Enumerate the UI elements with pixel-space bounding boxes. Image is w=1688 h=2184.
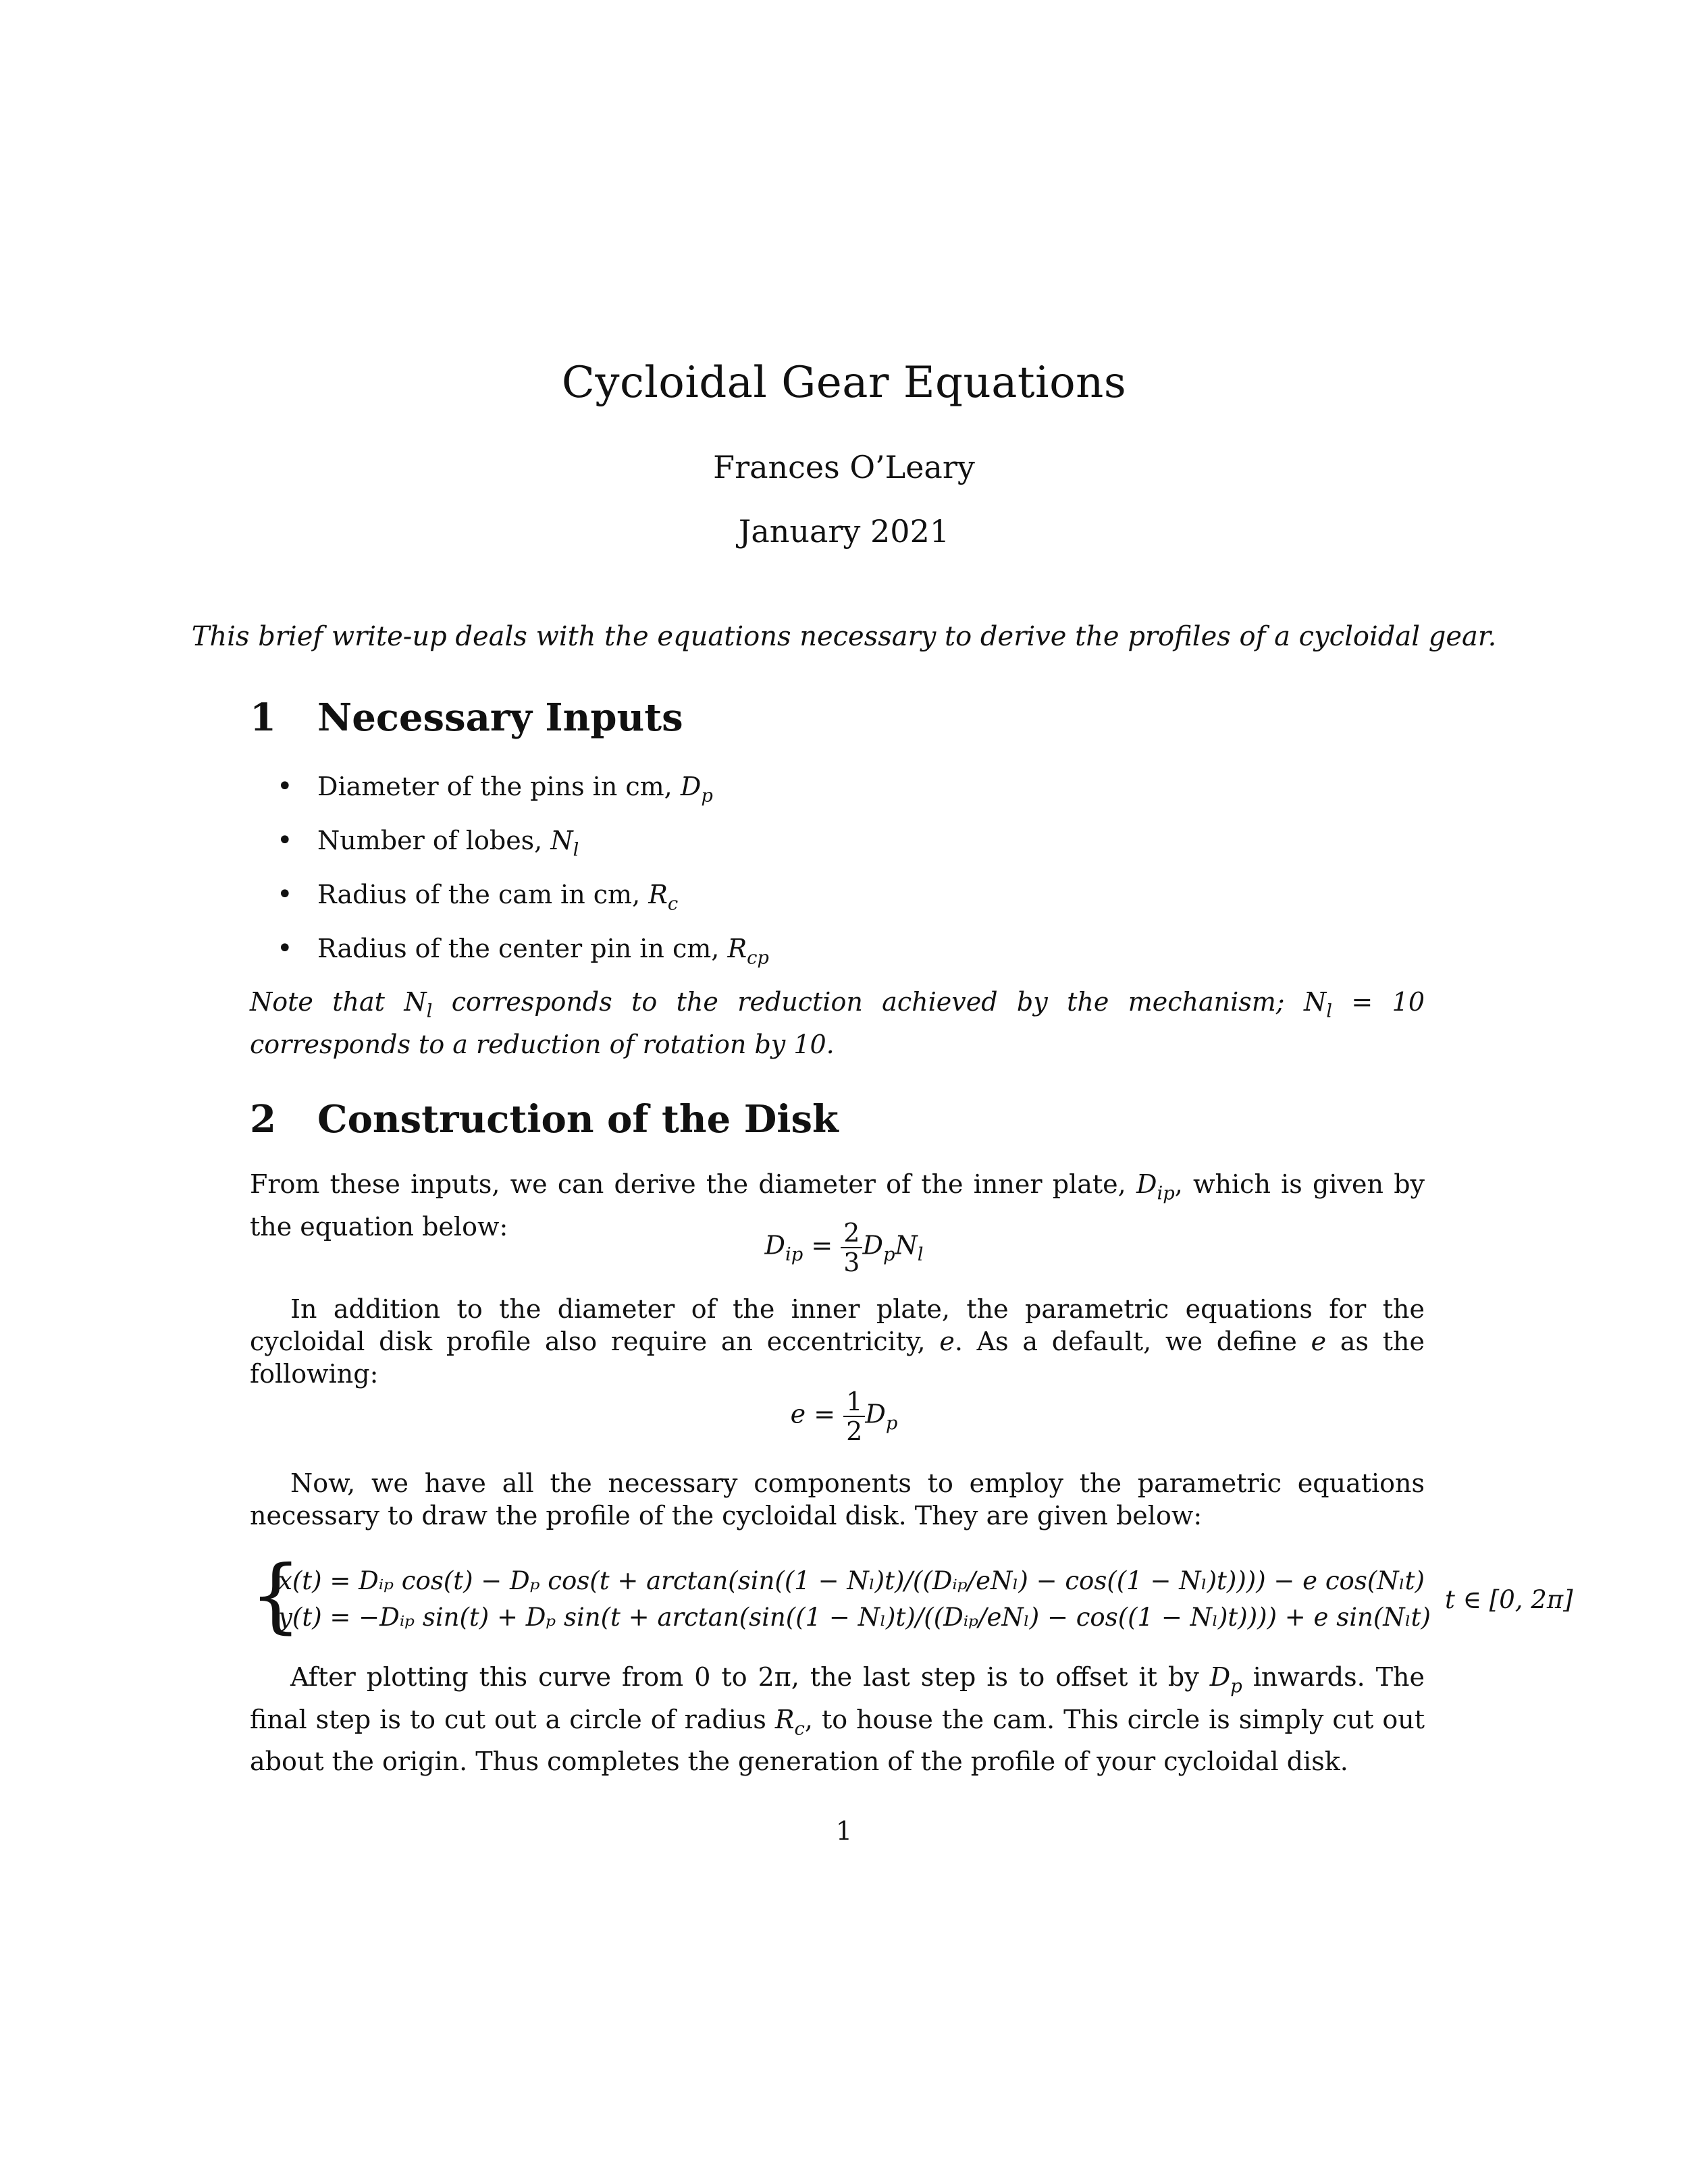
parameter-range: t ∈ [0, 2π]: [1445, 1585, 1573, 1614]
fraction: $\frac{1}{2}$: [843, 1387, 865, 1445]
inputs-list: [277, 770, 1425, 986]
note-paragraph: Note that $N_l$ corresponds to the reduction achieved by the mechanism; $N_l = 10$ corresponds to a reduction of rotation by 10.: [250, 987, 1425, 1059]
list-item: • Diameter of the pins in cm, $D_p$: [277, 770, 1425, 824]
section-number: 1: [250, 695, 276, 740]
list-item: • Radius of the center pin in cm, $R_{cp}$: [277, 932, 1425, 986]
paragraph: After plotting this curve from 0 to 2π, the last step is to offset it by $D_p$ inwards. The final step is to cut out a circle of radius $R_c$, to house the cam. This circle is simply cut out about the origin. Thus completes the generation of the profile of your cycloidal disk.: [250, 1662, 1425, 1777]
equation-x: x(t) = Dᵢₚ cos(t) − Dₚ cos(t + arctan(sin((1 − Nₗ)t)/((Dᵢₚ/eNₗ) − cos((1 − Nₗ)t)))) − e cos(Nₗt): [278, 1566, 1425, 1595]
document-title: Cycloidal Gear Equations: [561, 358, 1127, 408]
page-number: 1: [835, 1816, 853, 1846]
fraction: $\frac{2}{3}$: [841, 1219, 862, 1277]
brace-symbol: {: [250, 1549, 302, 1643]
paragraph: In addition to the diameter of the inner plate, the parametric equations for the cycloidal disk profile also require an eccentricity, e. As a default, we define e as the following:: [250, 1294, 1425, 1389]
section-title: Construction of the Disk: [317, 1097, 839, 1142]
paragraph: Now, we have all the necessary components to employ the parametric equations necessary to draw the profile of the cycloidal disk. They are given below:: [250, 1468, 1425, 1530]
section-heading-1: [250, 695, 683, 740]
document-author: Frances O’Leary: [713, 449, 975, 485]
list-item: • Radius of the cam in cm, $R_c$: [277, 878, 1425, 932]
document-date: January 2021: [738, 513, 950, 550]
list-item: • Number of lobes, $N_l$: [277, 824, 1425, 878]
section-title: Necessary Inputs: [317, 695, 683, 740]
section-number: 2: [250, 1097, 276, 1142]
equation-y: y(t) = −Dᵢₚ sin(t) + Dₚ sin(t + arctan(sin((1 − Nₗ)t)/((Dᵢₚ/eNₗ) − cos((1 − Nₗ)t)))) + e sin(Nₗt): [278, 1603, 1431, 1632]
equation-eccentricity: e = $\frac{1}{2}$ $D_p$: [790, 1387, 898, 1446]
section-heading-2: [250, 1097, 839, 1142]
equation-inner-plate: $D_{ip}$ = $\frac{2}{3}$ $D_pN_l$: [764, 1218, 924, 1277]
paragraph: From these inputs, we can derive the diameter of the inner plate, $D_{ip}$, which is given by the equation below:: [250, 1169, 1425, 1242]
abstract: This brief write-up deals with the equations necessary to derive the profiles of a cycloidal gear.: [191, 621, 1497, 652]
